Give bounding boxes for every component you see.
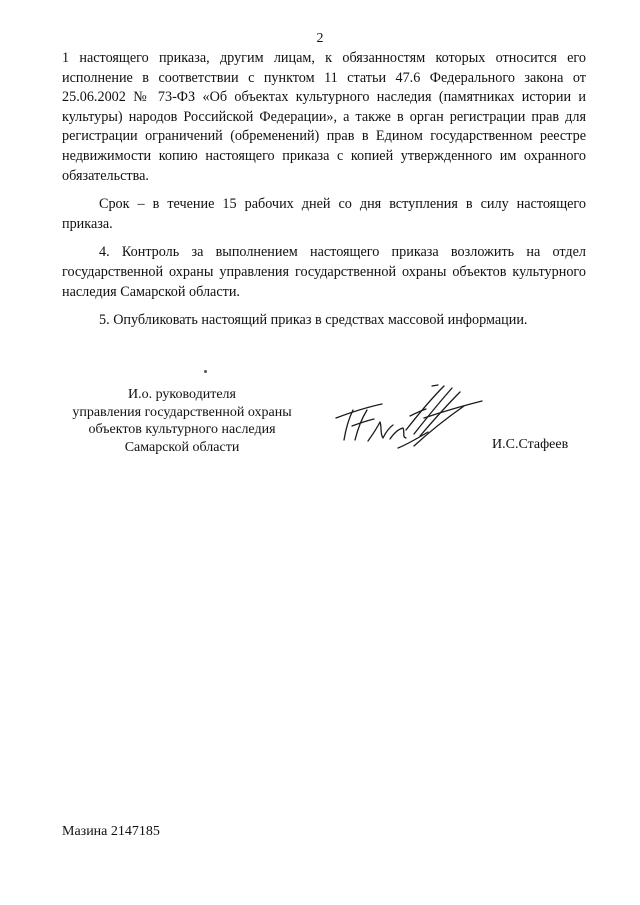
stray-mark (204, 370, 207, 373)
signatory-line: управления государственной охраны (72, 404, 292, 420)
signatory-line: объектов культурного наследия (88, 422, 276, 437)
page-number: 2 (316, 31, 324, 46)
signer-name: И.С.Стафеев (492, 437, 569, 452)
handwritten-signature (322, 376, 502, 466)
document-body (62, 49, 586, 331)
executor-contact: Мазина 2147185 (62, 824, 160, 839)
paragraph-item-4: 4. Контроль за выполнением настоящего приказа возложить на отдел государственной охраны управления государственной охраны объектов культурного наследия Самарской области. (62, 244, 586, 300)
paragraph-continuation: 1 настоящего приказа, другим лицам, к обязанностям которых относится его исполнение в соответствии с пунктом 11 статьи 47.6 Федерального закона от 25.06.2002 № 73-ФЗ «Об объектах культурного наследия (памятниках истории и культуры) народов Российской Федерации», а также в орган регистрации прав для регистрации ограничений (обременений) прав в Едином государственном реестре недвижимости копию настоящего приказа с копией утвержденного им охранного обязательства. (62, 50, 586, 184)
signatory-line: Самарской области (124, 439, 240, 455)
paragraph-item-5: 5. Опубликовать настоящий приказ в средствах массовой информации. (99, 312, 528, 329)
paragraph-deadline: Срок – в течение 15 рабочих дней со дня вступления в силу настоящего приказа. (62, 196, 586, 232)
signatory-line: И.о. руководителя (127, 387, 236, 402)
signatory-title (58, 386, 306, 456)
